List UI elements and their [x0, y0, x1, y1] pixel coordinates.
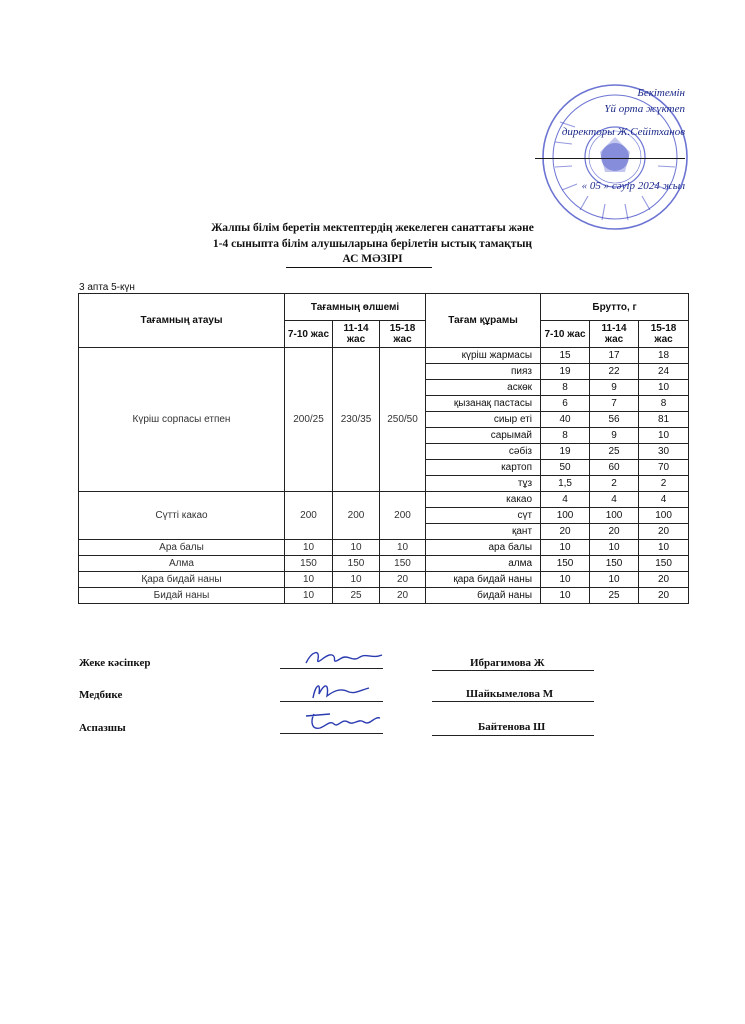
- table-row: [79, 348, 689, 364]
- name-line-cook: [432, 735, 594, 736]
- dish-portion: 20: [380, 588, 426, 604]
- signature-line-entrepreneur: [280, 668, 383, 669]
- brutto-value: 60: [590, 460, 639, 476]
- header-dish-name: Тағамның атауы: [79, 294, 285, 348]
- week-day-label: 3 апта 5-күн: [79, 282, 135, 293]
- dish-portion: 230/35: [333, 348, 380, 492]
- dish-name: Алма: [79, 556, 285, 572]
- name-line-entrepreneur: [432, 670, 594, 671]
- ingredient-name: тұз: [426, 476, 541, 492]
- table-row: [79, 588, 689, 604]
- header-portion: Тағамның өлшемі: [285, 294, 426, 321]
- brutto-value: 22: [590, 364, 639, 380]
- brutto-value: 100: [590, 508, 639, 524]
- signature-line-nurse: [280, 701, 383, 702]
- brutto-value: 10: [541, 572, 590, 588]
- signature-name-entrepreneur: Ибрагимова Ж: [470, 657, 545, 669]
- brutto-value: 4: [541, 492, 590, 508]
- header-brutto-age2: 11-14 жас: [590, 321, 639, 348]
- brutto-value: 56: [590, 412, 639, 428]
- approval-date: « 05 » сәуір 2024 жыл: [581, 180, 685, 192]
- brutto-value: 100: [541, 508, 590, 524]
- brutto-value: 40: [541, 412, 590, 428]
- header-brutto-age3: 15-18 жас: [639, 321, 689, 348]
- dish-name: Сүтті какао: [79, 492, 285, 540]
- header-composition: Тағам құрамы: [426, 294, 541, 348]
- brutto-value: 19: [541, 364, 590, 380]
- header-brutto-age1: 7-10 жас: [541, 321, 590, 348]
- signature-role-cook: Аспазшы: [79, 722, 126, 734]
- brutto-value: 20: [639, 524, 689, 540]
- dish-portion: 10: [380, 540, 426, 556]
- brutto-value: 10: [541, 540, 590, 556]
- signature-nurse: [305, 676, 375, 704]
- dish-portion: 200: [380, 492, 426, 540]
- signature-role-entrepreneur: Жеке кәсіпкер: [79, 657, 151, 669]
- brutto-value: 50: [541, 460, 590, 476]
- brutto-value: 25: [590, 588, 639, 604]
- table-header-row: [79, 294, 689, 321]
- brutto-value: 24: [639, 364, 689, 380]
- brutto-value: 9: [590, 380, 639, 396]
- brutto-value: 4: [590, 492, 639, 508]
- brutto-value: 2: [590, 476, 639, 492]
- table-body: [79, 348, 689, 604]
- dish-portion: 200: [333, 492, 380, 540]
- brutto-value: 10: [639, 540, 689, 556]
- brutto-value: 10: [590, 540, 639, 556]
- brutto-value: 17: [590, 348, 639, 364]
- table-row: [79, 572, 689, 588]
- dish-name: Ара балы: [79, 540, 285, 556]
- signature-role-nurse: Медбике: [79, 689, 123, 701]
- brutto-value: 6: [541, 396, 590, 412]
- brutto-value: 10: [639, 380, 689, 396]
- header-portion-age1: 7-10 жас: [285, 321, 333, 348]
- dish-portion: 150: [380, 556, 426, 572]
- brutto-value: 20: [541, 524, 590, 540]
- dish-name: Қара бидай наны: [79, 572, 285, 588]
- menu-table: [78, 293, 689, 604]
- brutto-value: 18: [639, 348, 689, 364]
- document-title-heading: АС МӘЗІРІ: [342, 253, 403, 265]
- ingredient-name: какао: [426, 492, 541, 508]
- dish-portion: 10: [285, 572, 333, 588]
- brutto-value: 20: [590, 524, 639, 540]
- brutto-value: 2: [639, 476, 689, 492]
- brutto-value: 1,5: [541, 476, 590, 492]
- signature-line-cook: [280, 733, 383, 734]
- ingredient-name: ара балы: [426, 540, 541, 556]
- brutto-value: 30: [639, 444, 689, 460]
- brutto-value: 15: [541, 348, 590, 364]
- brutto-value: 8: [639, 396, 689, 412]
- ingredient-name: қара бидай наны: [426, 572, 541, 588]
- approval-signature-line: [535, 158, 685, 159]
- table-row: [79, 540, 689, 556]
- brutto-value: 70: [639, 460, 689, 476]
- document-title-line1: Жалпы білім беретін мектептердің жекелеген санаттағы және: [211, 222, 534, 234]
- ingredient-name: аскөк: [426, 380, 541, 396]
- ingredient-name: пияз: [426, 364, 541, 380]
- dish-portion: 10: [285, 588, 333, 604]
- table-row: [79, 556, 689, 572]
- dish-name: Бидай наны: [79, 588, 285, 604]
- dish-portion: 25: [333, 588, 380, 604]
- document-title-line2: 1-4 сыныпта білім алушыларына берілетін ыстық тамақтың: [212, 238, 533, 250]
- brutto-value: 150: [639, 556, 689, 572]
- approval-org: Үй орта жүктеп: [604, 103, 685, 115]
- dish-portion: 150: [333, 556, 380, 572]
- brutto-value: 19: [541, 444, 590, 460]
- approval-director: директоры Ж.Сейітханов: [561, 126, 685, 138]
- ingredient-name: сиыр еті: [426, 412, 541, 428]
- dish-portion: 10: [285, 540, 333, 556]
- signature-name-cook: Байтенова Ш: [478, 721, 546, 733]
- ingredient-name: алма: [426, 556, 541, 572]
- brutto-value: 4: [639, 492, 689, 508]
- brutto-value: 10: [541, 588, 590, 604]
- ingredient-name: картоп: [426, 460, 541, 476]
- brutto-value: 10: [639, 428, 689, 444]
- name-line-nurse: [432, 701, 594, 702]
- brutto-value: 100: [639, 508, 689, 524]
- brutto-value: 20: [639, 588, 689, 604]
- signature-cook: [300, 708, 385, 736]
- brutto-value: 81: [639, 412, 689, 428]
- brutto-value: 8: [541, 380, 590, 396]
- dish-portion: 250/50: [380, 348, 426, 492]
- ingredient-name: сарымай: [426, 428, 541, 444]
- dish-portion: 150: [285, 556, 333, 572]
- header-portion-age2: 11-14 жас: [333, 321, 380, 348]
- dish-portion: 20: [380, 572, 426, 588]
- brutto-value: 8: [541, 428, 590, 444]
- ingredient-name: күріш жармасы: [426, 348, 541, 364]
- ingredient-name: қызанақ пастасы: [426, 396, 541, 412]
- brutto-value: 150: [590, 556, 639, 572]
- brutto-value: 7: [590, 396, 639, 412]
- header-brutto: Брутто, г: [541, 294, 689, 321]
- brutto-value: 20: [639, 572, 689, 588]
- brutto-value: 9: [590, 428, 639, 444]
- ingredient-name: бидай наны: [426, 588, 541, 604]
- ingredient-name: сәбіз: [426, 444, 541, 460]
- title-underline: [286, 267, 432, 268]
- dish-portion: 200/25: [285, 348, 333, 492]
- table-row: [79, 492, 689, 508]
- dish-name: Күріш сорпасы етпен: [79, 348, 285, 492]
- ingredient-name: қант: [426, 524, 541, 540]
- dish-portion: 200: [285, 492, 333, 540]
- header-portion-age3: 15-18 жас: [380, 321, 426, 348]
- signature-name-nurse: Шайкымелова М: [466, 688, 554, 700]
- brutto-value: 150: [541, 556, 590, 572]
- ingredient-name: сүт: [426, 508, 541, 524]
- dish-portion: 10: [333, 572, 380, 588]
- brutto-value: 25: [590, 444, 639, 460]
- dish-portion: 10: [333, 540, 380, 556]
- brutto-value: 10: [590, 572, 639, 588]
- approval-title: Бекітемін: [637, 87, 685, 99]
